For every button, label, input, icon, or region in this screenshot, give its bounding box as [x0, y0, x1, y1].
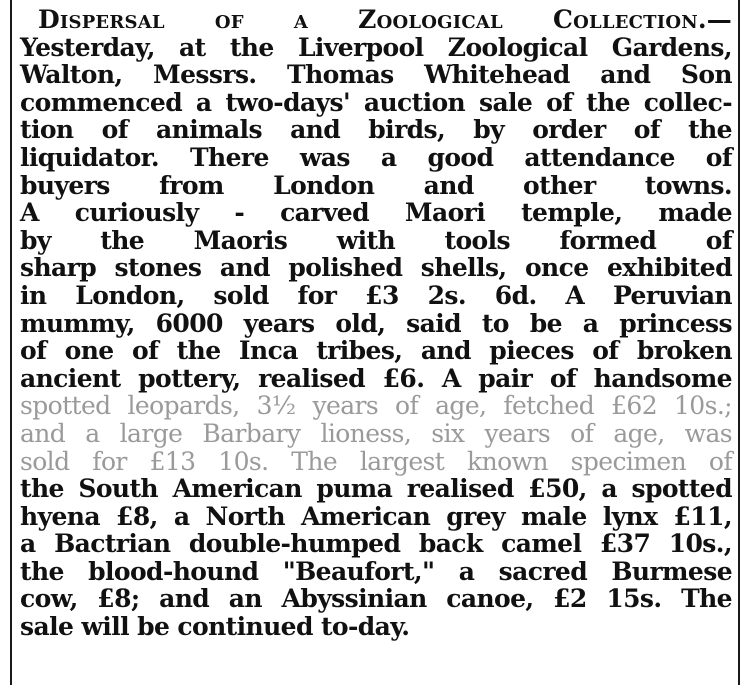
article-line-faded: spotted leopards, 3½ years of age, fetched £62 10s.; — [20, 391, 732, 421]
article-line: a Bactrian double-humped back camel £37 10s., — [20, 529, 732, 559]
article-line-last: sale will be continued to-day. — [20, 612, 410, 642]
article-line: of one of the Inca tribes, and pieces of broken — [20, 336, 732, 366]
article-line: A curiously - carved Maori temple, made — [20, 198, 732, 228]
article-body — [20, 6, 732, 641]
article-line: Walton, Messrs. Thomas Whitehead and Son — [20, 60, 732, 90]
right-column-rule — [738, 0, 740, 685]
article-line: the South American puma realised £50, a spotted — [20, 474, 732, 504]
article-headline: Dispersal of a Zoological Collection.— — [38, 5, 732, 34]
article-line: commenced a two-days' auction sale of the collec- — [20, 87, 732, 117]
article-line: cow, £8; and an Abyssinian canoe, £2 15s. The — [20, 584, 732, 614]
article-line: Yesterday, at the Liverpool Zoological Gardens, — [20, 32, 732, 62]
article-line-faded: and a large Barbary lioness, six years of age, was — [20, 418, 732, 448]
article-line: sharp stones and polished shells, once exhibited — [20, 253, 732, 283]
article-line: by the Maoris with tools formed of — [20, 225, 732, 255]
article-line: hyena £8, a North American grey male lynx £11, — [20, 501, 732, 531]
article-line-faded: sold for £13 10s. The largest known specimen of — [20, 446, 732, 476]
article-line: tion of animals and birds, by order of the — [20, 115, 732, 145]
article-line: buyers from London and other towns. — [20, 170, 732, 200]
article-line: mummy, 6000 years old, said to be a princess — [20, 308, 732, 338]
article-line: the blood-hound "Beaufort," a sacred Burmese — [20, 556, 732, 586]
article-line: in London, sold for £3 2s. 6d. A Peruvian — [20, 280, 732, 310]
left-column-rule — [10, 0, 12, 685]
article-line: liquidator. There was a good attendance of — [20, 142, 732, 172]
article-line: ancient pottery, realised £6. A pair of handsome — [20, 363, 732, 393]
